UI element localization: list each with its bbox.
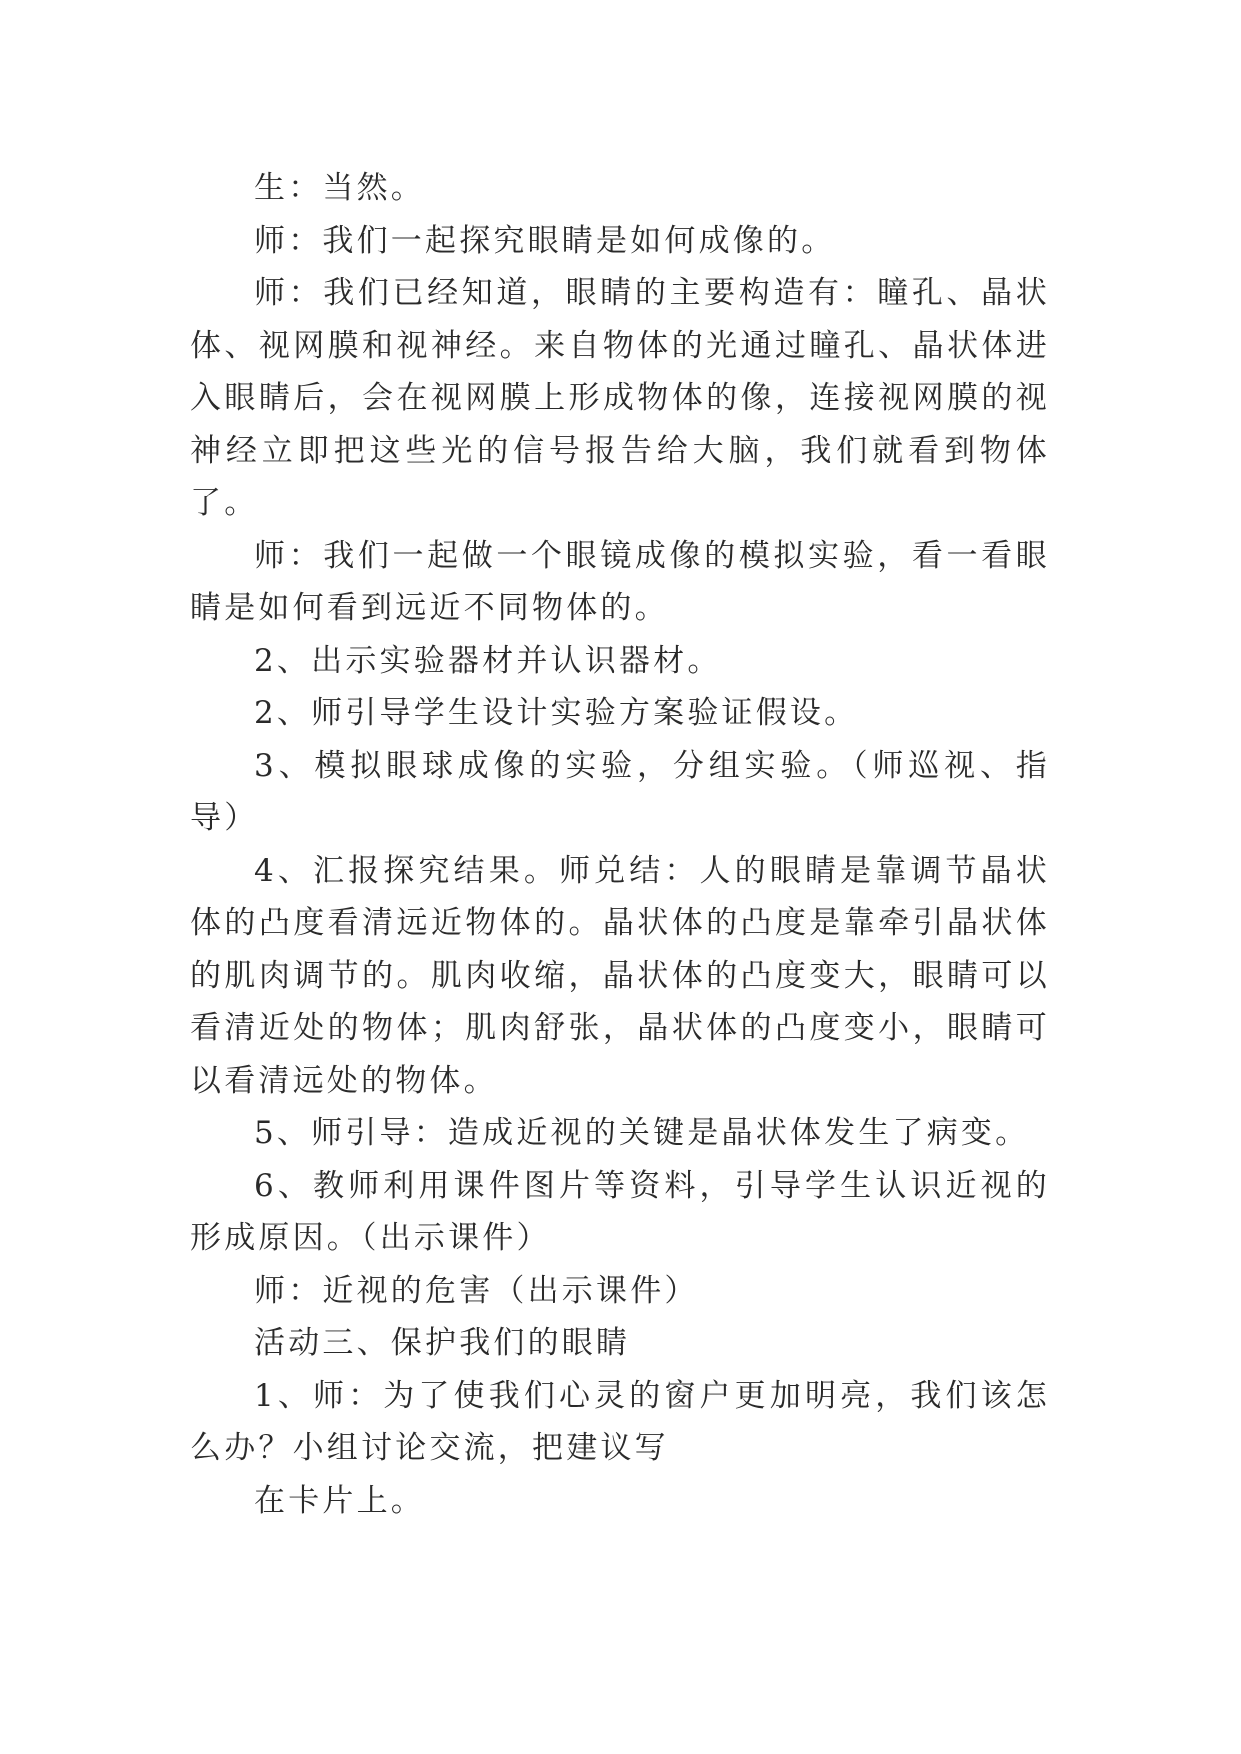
paragraph-step-design-plan: 2、师引导学生设计实验方案验证假设。 <box>254 695 859 731</box>
paragraph-step-simulation: 3、模拟眼球成像的实验，分组实验。（师巡视、指导） <box>190 747 1050 836</box>
paragraph-teacher-intro: 师：我们一起探究眼睛是如何成像的。 <box>254 222 836 259</box>
paragraph-student-answer: 生：当然。 <box>254 170 425 206</box>
paragraph-step-report-results: 4、汇报探究结果。师兑结：人的眼睛是靠调节晶状体的凸度看清远近物体的。晶状体的凸度是靠牵引晶状体的肌肉调节的。肌肉收缩，晶状体的凸度变大，眼睛可以看清近处的物体；肌肉舒张，晶状体的凸度变小，眼睛可以看清远处的物体。 <box>190 852 1050 1099</box>
paragraph-step-courseware: 6、教师利用课件图片等资料，引导学生认识近视的形成原因。（出示课件） <box>190 1167 1050 1256</box>
paragraph-eye-structure: 师：我们已经知道，眼睛的主要构造有：瞳孔、晶状体、视网膜和视神经。来自物体的光通过瞳孔、晶状体进入眼睛后，会在视网膜上形成物体的像，连接视网膜的视神经立即把这些光的信号报告给大脑，我们就看到物体了。 <box>190 275 1050 521</box>
paragraph-step-show-equipment: 2、出示实验器材并认识器材。 <box>254 642 722 679</box>
paragraph-myopia-harm: 师：近视的危害（出示课件） <box>254 1272 699 1309</box>
text-column <box>190 162 1050 1527</box>
paragraph-simulation-intro: 师：我们一起做一个眼镜成像的模拟实验，看一看眼睛是如何看到远近不同物体的。 <box>190 537 1050 626</box>
paragraph-card-note: 在卡片上。 <box>254 1482 425 1519</box>
paragraph-discussion: 1、师：为了使我们心灵的窗户更加明亮，我们该怎么办？小组讨论交流，把建议写 <box>190 1377 1050 1466</box>
paragraph-activity-three-heading: 活动三、保护我们的眼睛 <box>254 1325 631 1361</box>
paragraph-step-guidance: 5、师引导：造成近视的关键是晶状体发生了病变。 <box>254 1115 1030 1151</box>
